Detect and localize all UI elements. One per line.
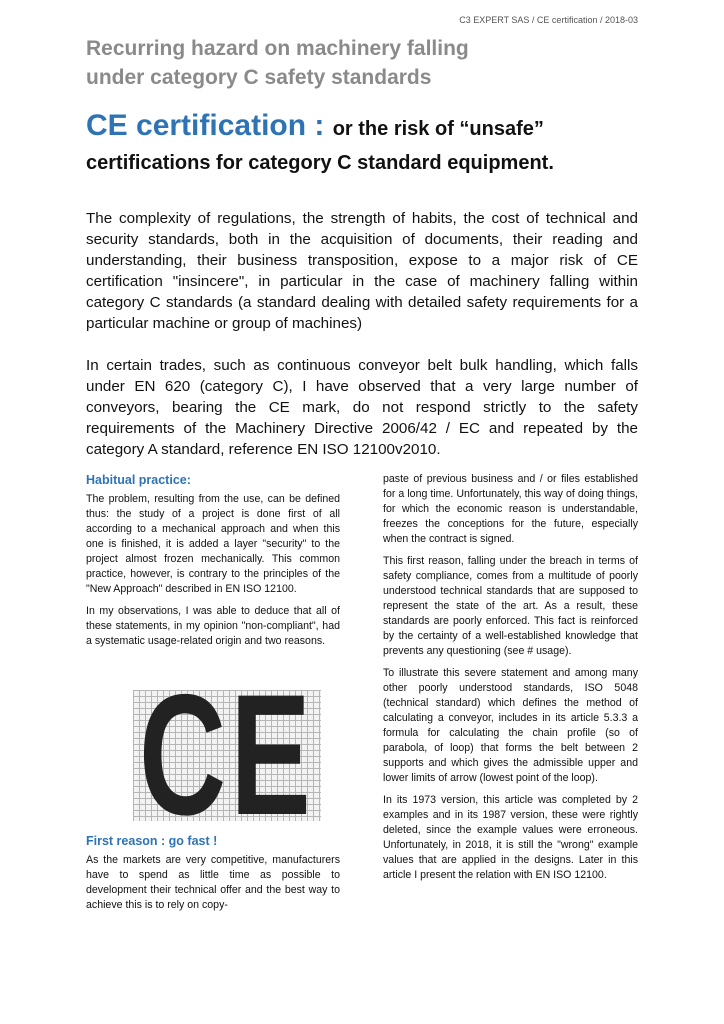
headline-line-2: certifications for category C standard equipment.	[86, 152, 554, 174]
page-header-source: C3 EXPERT SAS / CE certification / 2018-03	[459, 15, 638, 25]
page-title	[86, 34, 646, 92]
left-column	[86, 472, 340, 656]
ce-mark-logo	[133, 690, 321, 821]
left-paragraph-3: As the markets are very competitive, manufacturers have to spend as little time as possible to development their technical offer and the best way to achieve this is to rely on copy-	[86, 854, 340, 911]
headline-risk-text: or the risk of “unsafe”	[332, 118, 544, 140]
left-column-bottom	[86, 833, 340, 920]
intro-paragraph-2: In certain trades, such as continuous conveyor belt bulk handling, which falls under EN 620 (category C), I have observed that a very large number of conveyors, bearing the CE mark, do not respond strictly to the safety requirements of the Machinery Directive 2006/42 / EC and repeated by the category A standard, reference EN ISO 12100v2010.	[86, 357, 638, 458]
heading-habitual-practice: Habitual practice:	[86, 473, 191, 487]
right-paragraph-4: In its 1973 version, this article was completed by 2 examples and in its 1987 version, these were rightly deleted, since the example values were erroneous. Unfortunately, in 2018, it is still the "wrong" example values that are applied in the designs. Later in this article I present the relation with EN ISO 12100.	[383, 794, 638, 881]
right-paragraph-2: This first reason, falling under the breach in terms of safety compliance, comes from a multitude of poorly understood technical standards that are supposed to represent the state of the art. As a result, these standards are poorly enforced. This fact is reinforced by the certainty of a well-established knowledge that prevents any questioning (see # usage).	[383, 555, 638, 657]
right-paragraph-3: To illustrate this severe statement and among many other poorly understood standards, ISO 5048 (technical standard) which defines the method of calculating a conveyor, includes in its article 5.3.3 a formula for calculating the chain profile (so of parabola, of loop) that forms the belt between 2 supports and which gives the admissible upper and lower limits of arrow (lowest point of the loop).	[383, 667, 638, 784]
ce-mark-letters: CE	[139, 690, 315, 821]
heading-first-reason: First reason : go fast !	[86, 834, 218, 848]
headline	[86, 108, 666, 177]
right-column	[383, 472, 638, 890]
right-paragraph-1: paste of previous business and / or files established for a long time. Unfortunately, this way of doing things, for which the economic reason is understandable, freezes the conceptions for the future, especially when the contract is signed.	[383, 473, 638, 545]
intro-paragraph-1: The complexity of regulations, the strength of habits, the cost of technical and security standards, both in the acquisition of documents, their reading and understanding, their business transposition, expose to a major risk of CE certification "insincere", in particular in the case of machinery falling within category C standards (a standard dealing with detailed safety requirements for a particular machine or group of machines)	[86, 210, 638, 332]
headline-ce-certification: CE certification :	[86, 109, 333, 142]
left-paragraph-1: The problem, resulting from the use, can be defined thus: the study of a project is done first of all according to a mechanical approach and when this one is finished, it is added a layer "security" to the project almost frozen mechanically. This common practice, however, is contrary to the principles of the "New Approach" described in EN ISO 12100.	[86, 493, 340, 595]
page-title-line-1: Recurring hazard on machinery falling	[86, 37, 469, 60]
page-title-line-2: under category C safety standards	[86, 66, 432, 89]
ce-mark-graphic	[133, 690, 321, 821]
headline-line-1	[86, 108, 666, 149]
left-paragraph-2: In my observations, I was able to deduce that all of these statements, in my opinion "non-compliant", had a systematic usage-related origin and two reasons.	[86, 605, 340, 647]
